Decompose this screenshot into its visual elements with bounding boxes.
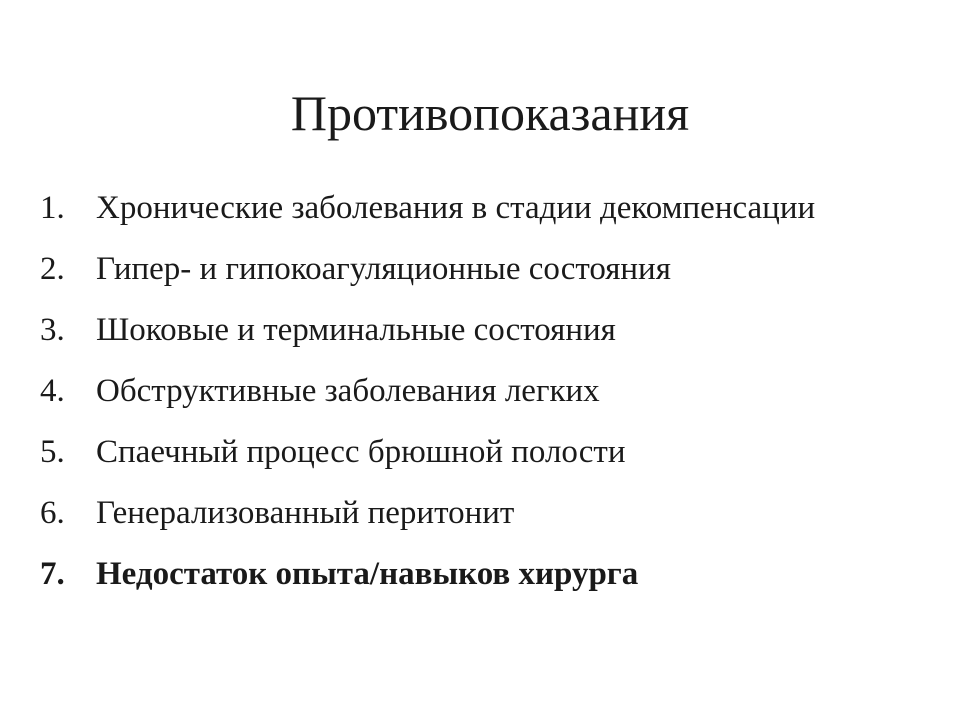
contraindications-list [40, 184, 920, 611]
list-item-text: Недостаток опыта/навыков хирурга [96, 556, 639, 592]
list-item [40, 489, 920, 537]
list-item [40, 245, 920, 293]
list-item-number: 6. [40, 495, 65, 531]
list-item-text: Гипер- и гипокоагуляционные состояния [96, 251, 671, 287]
list-item-text: Обструктивные заболевания легких [96, 373, 600, 409]
list-item-text: Шоковые и терминальные состояния [96, 312, 616, 348]
list-item-number: 3. [40, 312, 65, 348]
list-item [40, 184, 920, 232]
list-item-emphasized [40, 550, 920, 598]
list-item-number: 7. [40, 556, 65, 592]
list-item-number: 4. [40, 373, 65, 409]
list-item-number: 1. [40, 190, 65, 226]
list-item [40, 306, 920, 354]
list-item-number: 5. [40, 434, 65, 470]
slide-title: Противопоказания [290, 85, 690, 141]
list-item-text: Хронические заболевания в стадии декомпенсации [96, 190, 816, 226]
list-item-number: 2. [40, 251, 65, 287]
list-item [40, 428, 920, 476]
list-item-text: Генерализованный перитонит [96, 495, 515, 531]
list-item-text: Спаечный процесс брюшной полости [96, 434, 626, 470]
list-item [40, 367, 920, 415]
